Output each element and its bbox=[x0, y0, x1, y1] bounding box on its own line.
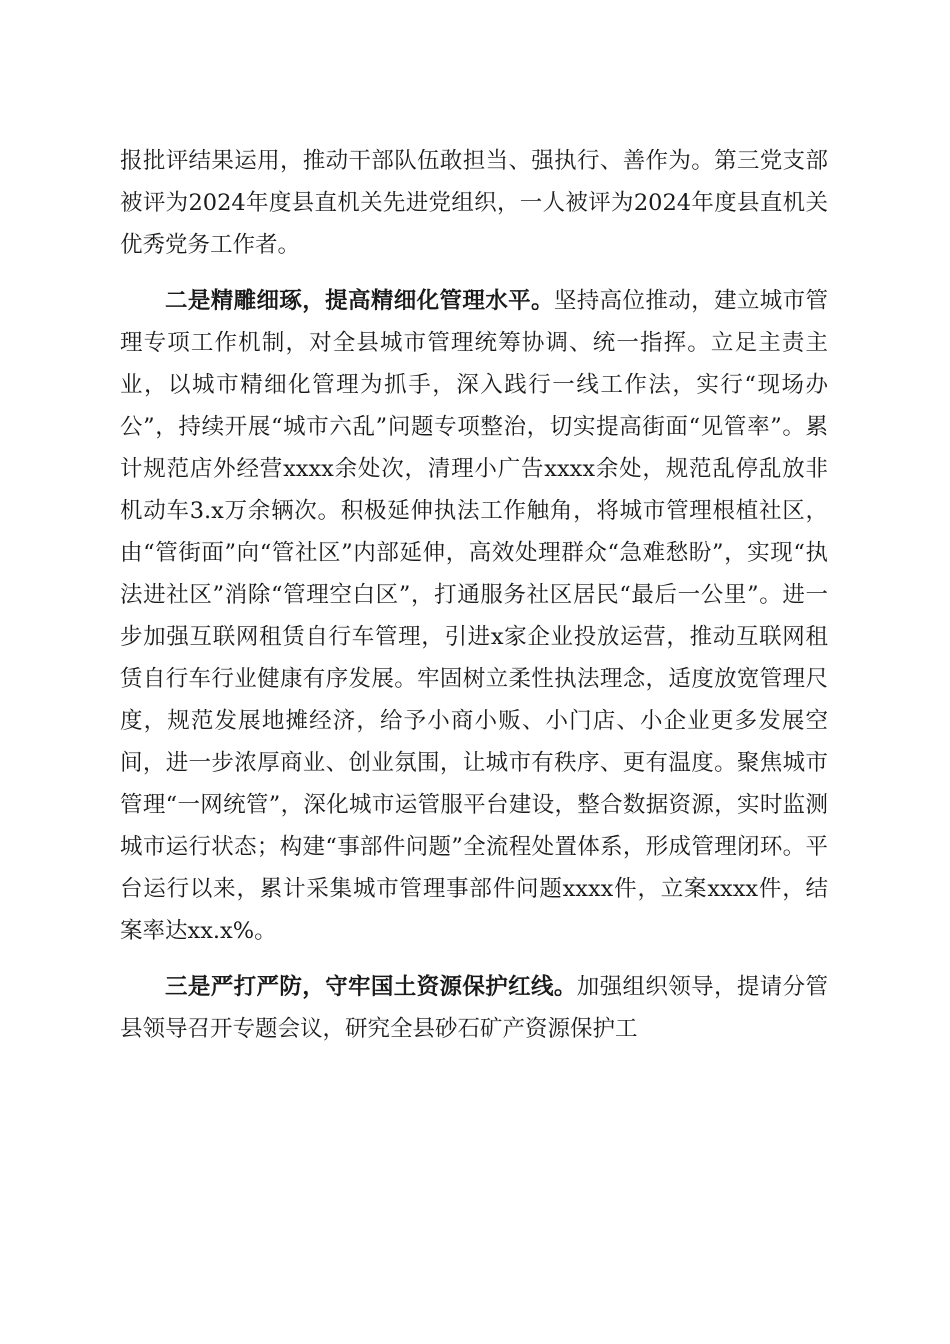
paragraph-heading: 二是精雕细琢，提高精细化管理水平。 bbox=[165, 288, 554, 314]
paragraph-heading: 三是严打严防，守牢国土资源保护红线。 bbox=[165, 974, 577, 1000]
paragraph-continuation bbox=[120, 140, 828, 266]
paragraph-section-three bbox=[120, 966, 828, 1050]
paragraph-section-two bbox=[120, 280, 828, 952]
paragraph-text: 报批评结果运用，推动干部队伍敢担当、强执行、善作为。第三党支部被评为2024年度县直机关先进党组织，一人被评为2024年度县直机关优秀党务工作者。 bbox=[120, 148, 828, 258]
document-body bbox=[120, 140, 828, 1064]
paragraph-text: 加强组织领导，提请分管县领导召开专题会议，研究全县砂石矿产资源保护工 bbox=[120, 974, 828, 1042]
paragraph-text: 坚持高位推动，建立城市管理专项工作机制，对全县城市管理统筹协调、统一指挥。立足主责主业，以城市精细化管理为抓手，深入践行一线工作法，实行“现场办公”，持续开展“城市六乱”问题专项整治，切实提高街面“见管率”。累计规范店外经营xxxx余处次，清理小广告xxxx余处，规范乱停乱放非机动车3.x万余辆次。积极延伸执法工作触角，将城市管理根植社区，由“管街面”向“管社区”内部延伸，高效处理群众“急难愁盼”，实现“执法进社区”消除“管理空白区”，打通服务社区居民“最后一公里”。进一步加强互联网租赁自行车管理，引进x家企业投放运营，推动互联网租赁自行车行业健康有序发展。牢固树立柔性执法理念，适度放宽管理尺度，规范发展地摊经济，给予小商小贩、小门店、小企业更多发展空间，进一步浓厚商业、创业氛围，让城市有秩序、更有温度。聚焦城市管理“一网统管”，深化城市运管服平台建设，整合数据资源，实时监测城市运行状态；构建“事部件问题”全流程处置体系，形成管理闭环。平台运行以来，累计采集城市管理事部件问题xxxx件，立案xxxx件，结案率达xx.x%。 bbox=[120, 288, 828, 944]
